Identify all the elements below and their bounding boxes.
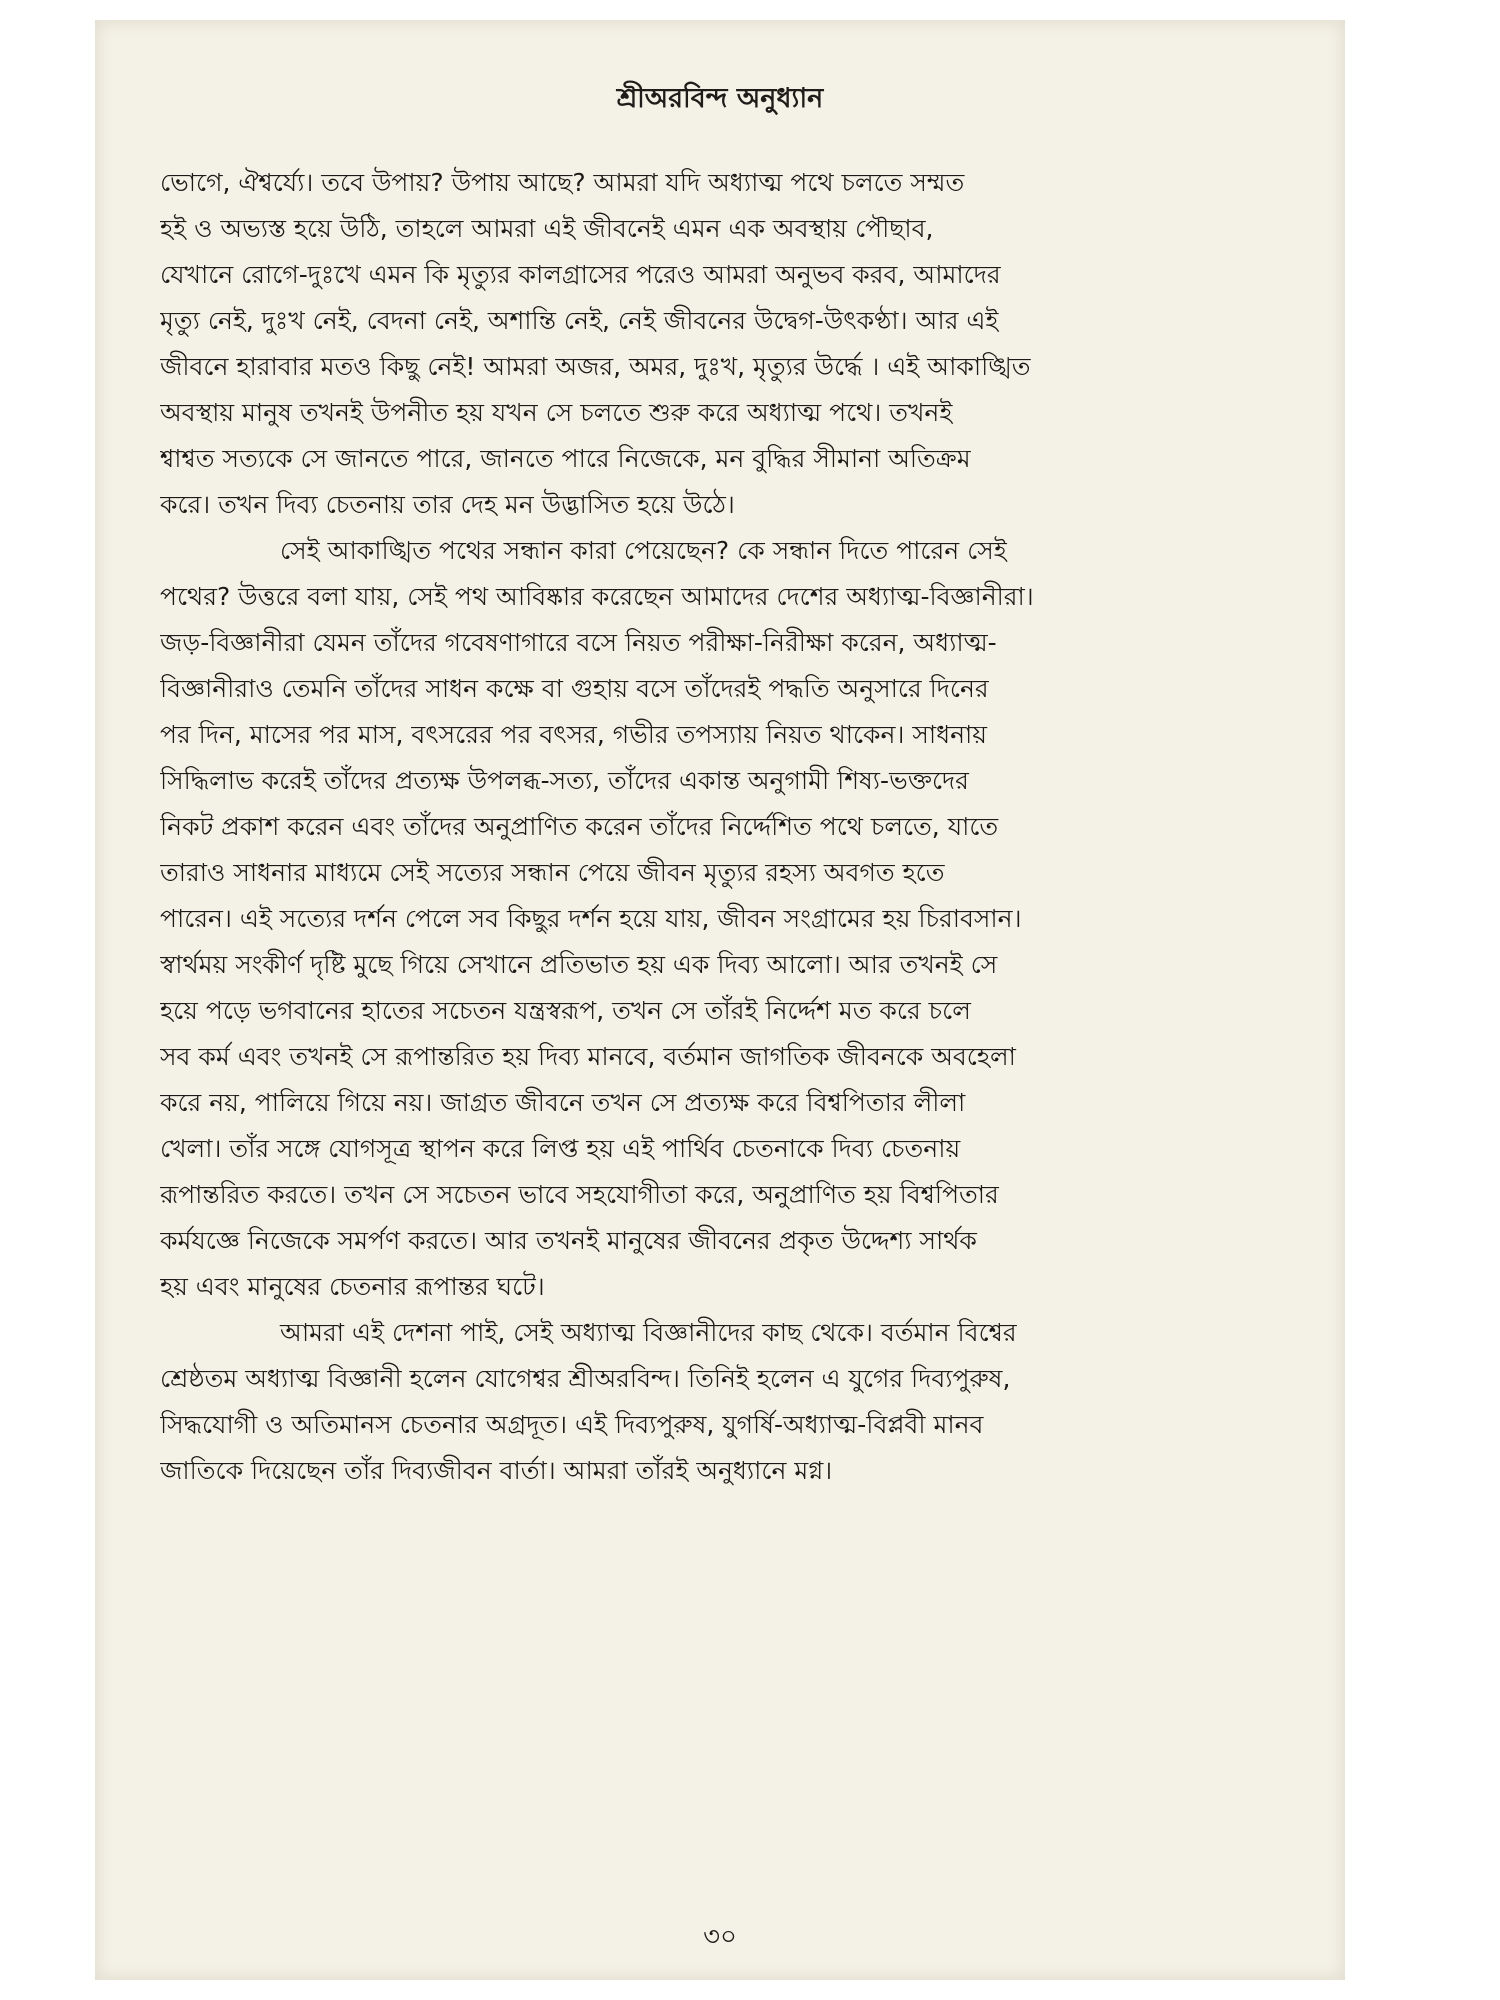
text-line: পারেন। এই সত্যের দর্শন পেলে সব কিছুর দর্শন হয়ে যায়, জীবন সংগ্রামের হয় চিরাবসান। xyxy=(160,904,1022,933)
text-line: বিজ্ঞানীরাও তেমনি তাঁদের সাধন কক্ষে বা গুহায় বসে তাঁদেরই পদ্ধতি অনুসারে দিনের xyxy=(160,674,989,703)
text-line: পর দিন, মাসের পর মাস, বৎসরের পর বৎসর, গভীর তপস্যায় নিয়ত থাকেন। সাধনায় xyxy=(160,720,988,749)
text-line: শ্রেষ্ঠতম অধ্যাত্ম বিজ্ঞানী হলেন যোগেশ্বর শ্রীঅরবিন্দ। তিনিই হলেন এ যুগের দিব্যপুরুষ, xyxy=(160,1364,1011,1393)
paragraph-start-line: সেই আকাঙ্খিত পথের সন্ধান কারা পেয়েছেন? কে সন্ধান দিতে পারেন সেই xyxy=(280,536,1007,565)
text-line: স্বার্থময় সংকীর্ণ দৃষ্টি মুছে গিয়ে সেখানে প্রতিভাত হয় এক দিব্য আলো। আর তখনই সে xyxy=(160,950,998,979)
body-text xyxy=(160,160,1272,1494)
text-line: যেখানে রোগে-দুঃখে এমন কি মৃত্যুর কালগ্রাসের পরেও আমরা অনুভব করব, আমাদের xyxy=(160,260,1001,289)
text-line: হয় এবং মানুষের চেতনার রূপান্তর ঘটে। xyxy=(160,1272,545,1301)
text-line: রূপান্তরিত করতে। তখন সে সচেতন ভাবে সহযোগীতা করে, অনুপ্রাণিত হয় বিশ্বপিতার xyxy=(160,1180,999,1209)
text-line: অবস্থায় মানুষ তখনই উপনীত হয় যখন সে চলতে শুরু করে অধ্যাত্ম পথে। তখনই xyxy=(160,398,953,427)
text-line: সিদ্ধযোগী ও অতিমানস চেতনার অগ্রদূত। এই দিব্যপুরুষ, যুগর্ষি-অধ্যাত্ম-বিপ্লবী মানব xyxy=(160,1410,984,1439)
text-line: মৃত্যু নেই, দুঃখ নেই, বেদনা নেই, অশান্তি নেই, নেই জীবনের উদ্বেগ-উৎকণ্ঠা। আর এই xyxy=(160,306,999,335)
text-line: খেলা। তাঁর সঙ্গে যোগসূত্র স্থাপন করে লিপ্ত হয় এই পার্থিব চেতনাকে দিব্য চেতনায় xyxy=(160,1134,961,1163)
paragraph-start-line: আমরা এই দেশনা পাই, সেই অধ্যাত্ম বিজ্ঞানীদের কাছ থেকে। বর্তমান বিশ্বের xyxy=(280,1318,1017,1347)
running-head: শ্রীঅরবিন্দ অনুধ্যান xyxy=(616,83,824,114)
page-number: ৩০ xyxy=(703,1922,737,1952)
text-line: করে। তখন দিব্য চেতনায় তার দেহ মন উদ্ভাসিত হয়ে উঠে। xyxy=(160,490,735,519)
text-line: করে নয়, পালিয়ে গিয়ে নয়। জাগ্রত জীবনে তখন সে প্রত্যক্ষ করে বিশ্বপিতার লীলা xyxy=(160,1088,966,1117)
text-line: সব কর্ম এবং তখনই সে রূপান্তরিত হয় দিব্য মানবে, বর্তমান জাগতিক জীবনকে অবহেলা xyxy=(160,1042,1016,1071)
text-line: হই ও অভ্যস্ত হয়ে উঠি, তাহলে আমরা এই জীবনেই এমন এক অবস্থায় পৌছাব, xyxy=(160,214,934,243)
text-line: কর্মযজ্ঞে নিজেকে সমর্পণ করতে। আর তখনই মানুষের জীবনের প্রকৃত উদ্দেশ্য সার্থক xyxy=(160,1226,977,1255)
text-line: নিকট প্রকাশ করেন এবং তাঁদের অনুপ্রাণিত করেন তাঁদের নির্দ্দেশিত পথে চলতে, যাতে xyxy=(160,812,999,841)
text-line: জড়-বিজ্ঞানীরা যেমন তাঁদের গবেষণাগারে বসে নিয়ত পরীক্ষা-নিরীক্ষা করেন, অধ্যাত্ম- xyxy=(160,628,997,657)
text-line: জাতিকে দিয়েছেন তাঁর দিব্যজীবন বার্তা। আমরা তাঁরই অনুধ্যানে মগ্ন। xyxy=(160,1456,833,1485)
text-line: ভোগে, ঐশ্বর্য্যে। তবে উপায়? উপায় আছে? আমরা যদি অধ্যাত্ম পথে চলতে সম্মত xyxy=(160,168,965,197)
text-line: শ্বাশ্বত সত্যকে সে জানতে পারে, জানতে পারে নিজেকে, মন বুদ্ধির সীমানা অতিক্রম xyxy=(160,444,971,473)
text-line: পথের? উত্তরে বলা যায়, সেই পথ আবিষ্কার করেছেন আমাদের দেশের অধ্যাত্ম-বিজ্ঞানীরা। xyxy=(160,582,1034,611)
text-line: সিদ্ধিলাভ করেই তাঁদের প্রত্যক্ষ উপলব্ধ-সত্য, তাঁদের একান্ত অনুগামী শিষ্য-ভক্তদের xyxy=(160,766,969,795)
text-line: জীবনে হারাবার মতও কিছু নেই! আমরা অজর, অমর, দুঃখ, মৃত্যুর উর্দ্ধে । এই আকাঙ্খিত xyxy=(160,352,1031,381)
book-page xyxy=(95,20,1345,1980)
text-line: তারাও সাধনার মাধ্যমে সেই সত্যের সন্ধান পেয়ে জীবন মৃত্যুর রহস্য অবগত হতে xyxy=(160,858,945,887)
text-line: হয়ে পড়ে ভগবানের হাতের সচেতন যন্ত্রস্বরূপ, তখন সে তাঁরই নির্দ্দেশ মত করে চলে xyxy=(160,996,971,1025)
